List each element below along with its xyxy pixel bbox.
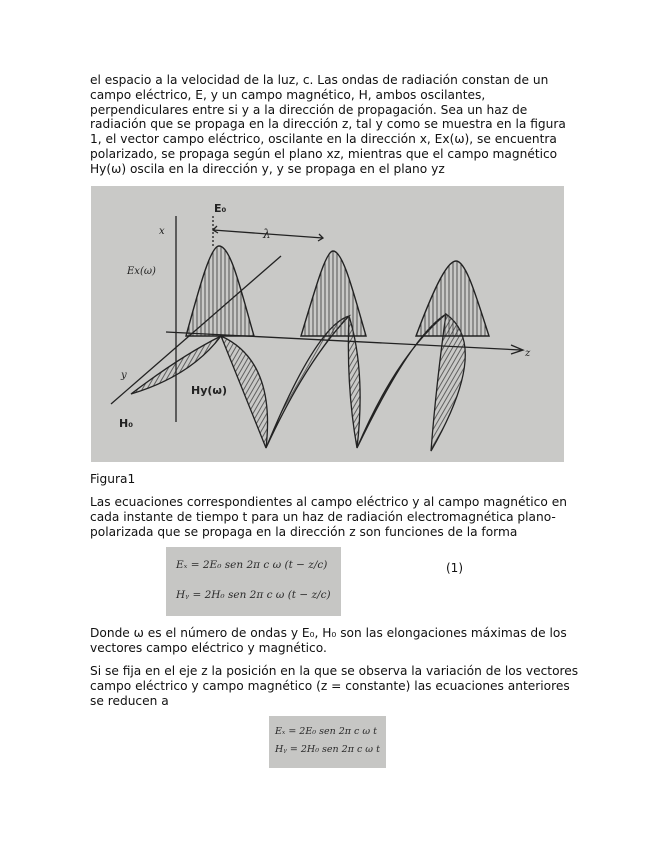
equation-1-line-2: Hᵧ = 2H₀ sen 2π c ω (t − z/c): [176, 589, 331, 601]
intro-paragraph: [90, 73, 570, 177]
z-axis-label: z: [525, 348, 531, 359]
y-axis-label: y: [121, 370, 127, 381]
fixed-z-paragraph: [90, 664, 579, 708]
h0-label: H₀: [119, 417, 134, 430]
text-line: el espacio a la velocidad de la luz, c. Las ondas de radiación constan de un: [90, 73, 549, 87]
electric-wave: [186, 246, 489, 336]
hy-label: Hy(ω): [191, 384, 227, 397]
equations-intro-paragraph: [90, 495, 570, 539]
text-line: perpendiculares entre si y a la dirección de propagación. Sea un haz de: [90, 102, 528, 117]
em-wave-figure: [91, 186, 564, 462]
text-line: campo eléctrico y campo magnético (z = constante) las ecuaciones anteriores: [90, 678, 570, 693]
text-line: radiación que se propaga en la dirección z, tal y como se muestra en la figura: [90, 117, 566, 132]
equation-1-image: [166, 547, 341, 616]
e0-label: E₀: [214, 202, 227, 215]
equation-2-line-1: Eₓ = 2E₀ sen 2π c ω t: [275, 726, 377, 737]
figure-caption: Figura1: [90, 472, 136, 486]
text-line: polarizado, se propaga según el plano xz, mientras que el campo magnético: [90, 146, 558, 161]
definition-paragraph: [90, 626, 570, 656]
text-line: 1, el vector campo eléctrico, oscilante en la dirección x, Ex(ω), se encuentra: [90, 132, 557, 147]
text-line: polarizada que se propaga en la dirección z son funciones de la forma: [90, 524, 518, 539]
em-wave-diagram: [91, 186, 564, 462]
text-line: campo eléctrico, E, y un campo magnético, H, ambos oscilantes,: [90, 87, 486, 102]
x-axis-label: x: [159, 226, 165, 237]
equation-1-line-1: Eₓ = 2E₀ sen 2π c ω (t − z/c): [176, 559, 328, 571]
text-line: se reducen a: [90, 693, 169, 708]
equation-number: (1): [446, 561, 463, 575]
equation-2-line-2: Hᵧ = 2H₀ sen 2π c ω t: [275, 744, 380, 755]
text-line: cada instante de tiempo t para un haz de radiación electromagnética plano-: [90, 509, 556, 524]
lambda-label: λ: [263, 227, 271, 241]
text-line: Hy(ω) oscila en la dirección y, y se propaga en el plano yz: [90, 161, 445, 176]
text-line: vectores campo eléctrico y magnético.: [90, 640, 327, 655]
ex-label: Ex(ω): [127, 266, 156, 277]
text-line: Donde ω es el número de ondas y E₀, H₀ son las elongaciones máximas de los: [90, 626, 567, 640]
equation-2-image: [269, 716, 386, 768]
magnetic-wave: [131, 314, 465, 451]
text-line: Si se fija en el eje z la posición en la que se observa la variación de los vectores: [90, 664, 579, 678]
text-line: Las ecuaciones correspondientes al campo eléctrico y al campo magnético en: [90, 495, 567, 509]
